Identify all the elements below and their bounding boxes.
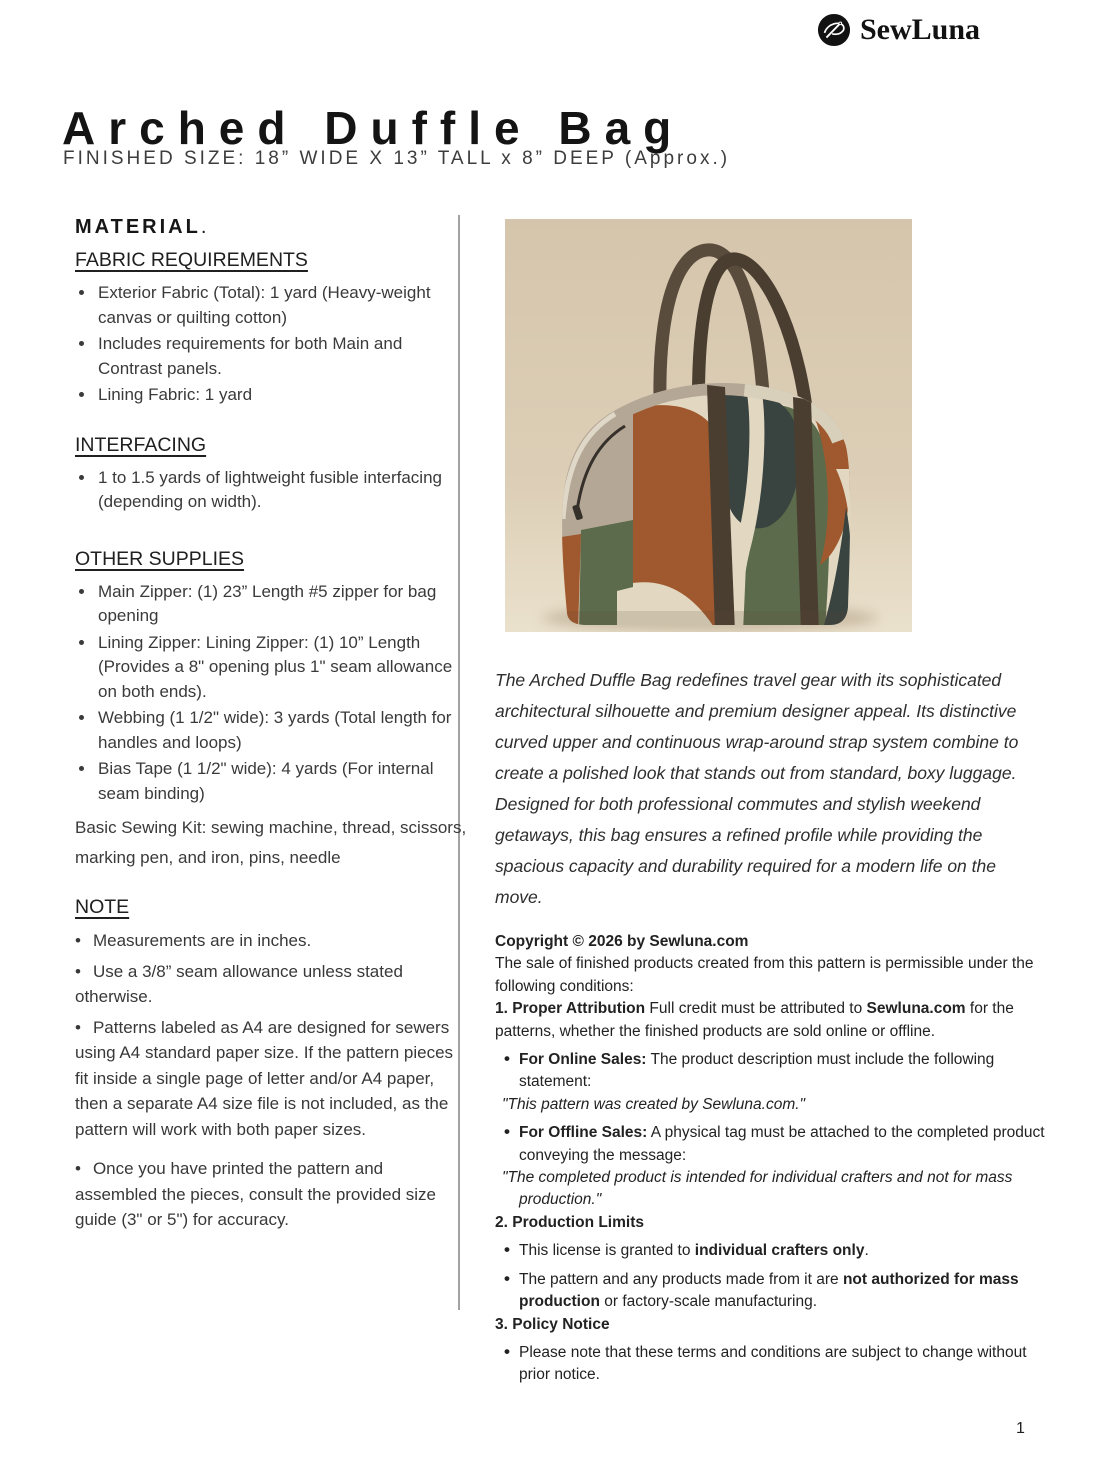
page-number: 1	[1016, 1420, 1025, 1437]
list-item: • Lining Zipper: Lining Zipper: (1) 10” Length (Provides a 8" opening plus 1" seam allowance on both ends).	[96, 631, 467, 705]
other-supplies-list	[75, 580, 467, 807]
page-title: Arched Duffle Bag	[62, 101, 685, 154]
other-supplies-heading: OTHER SUPPLIES	[75, 547, 245, 570]
copyright-text: 1. Proper Attribution Full credit must be attributed to Sewluna.com for the patterns, whether the finished products are sold online or offline.	[495, 1000, 1014, 1040]
duffle-bag-illustration	[505, 219, 912, 632]
note-item: • Once you have printed the pattern and assembled the pieces, consult the provided size guide (3" or 5") for accuracy.	[75, 1159, 436, 1229]
copyright-quote: "This pattern was created by Sewluna.com."	[502, 1095, 806, 1113]
basic-sewing-kit-text: Basic Sewing Kit: sewing machine, thread, scissors, marking pen, and iron, pins, needle	[75, 818, 467, 867]
copyright-bullet: • The pattern and any products made from it are not authorized for mass production or factory-scale manufacturing.	[495, 1269, 1058, 1314]
duffle-bag-photo	[505, 219, 912, 632]
interfacing-list	[75, 466, 467, 515]
copyright-quote: "The completed product is intended for individual crafters and not for mass production."	[502, 1169, 1013, 1209]
needle-thread-icon	[817, 13, 851, 47]
bullet-marker: •	[75, 1159, 81, 1178]
fabric-requirements-heading: FABRIC REQUIREMENTS	[75, 249, 308, 271]
copyright-section-heading: 2. Production Limits	[495, 1213, 644, 1231]
copyright-section-heading: 3. Policy Notice	[495, 1315, 610, 1333]
list-item: • Bias Tape (1 1/2" wide): 4 yards (For internal seam binding)	[96, 757, 467, 806]
interfacing-heading: INTERFACING	[75, 433, 207, 456]
finished-size-subtitle: FINISHED SIZE: 18” WIDE X 13” TALL x 8” DEEP (Approx.)	[63, 148, 731, 169]
list-item: • Main Zipper: (1) 23” Length #5 zipper for bag opening	[96, 580, 467, 629]
copyright-bullet: • This license is granted to individual crafters only.	[495, 1240, 1058, 1262]
bullet-marker: •	[75, 1017, 81, 1037]
list-item: • Exterior Fabric (Total): 1 yard (Heavy-weight canvas or quilting cotton)	[96, 281, 467, 330]
note-heading: NOTE	[75, 896, 130, 918]
bullet-marker: •	[75, 931, 81, 950]
note-item: • Use a 3/8” seam allowance unless stated otherwise.	[75, 961, 403, 1006]
list-item: • Webbing (1 1/2" wide): 3 yards (Total length for handles and loops)	[96, 706, 467, 755]
copyright-bullet: • For Online Sales: The product description must include the following statement:	[495, 1049, 1058, 1094]
list-item: • Includes requirements for both Main and Contrast panels.	[96, 332, 467, 381]
copyright-bullet: • Please note that these terms and conditions are subject to change without prior notice.	[495, 1342, 1058, 1387]
list-item: • Lining Fabric: 1 yard	[96, 383, 467, 408]
copyright-heading: Copyright © 2026 by Sewluna.com	[495, 933, 749, 950]
brand-name: SewLuna	[860, 13, 981, 46]
brand-logo	[817, 13, 980, 47]
note-item: • Patterns labeled as A4 are designed for sewers using A4 standard paper size. If the pattern pieces fit inside a single page of letter and/or A4 paper, then a separate A4 size file is not included, as the pattern will work with both paper sizes.	[75, 1017, 454, 1139]
material-heading: MATERIAL.	[75, 216, 207, 238]
bullet-marker: •	[75, 961, 81, 981]
materials-column	[75, 212, 467, 1238]
note-item: • Measurements are in inches.	[75, 931, 312, 950]
copyright-bullet: • For Offline Sales: A physical tag must be attached to the completed product conveying the message:	[495, 1122, 1058, 1167]
copyright-text: The sale of finished products created from this pattern is permissible under the following conditions:	[495, 955, 1034, 995]
copyright-block	[495, 931, 1058, 1387]
fabric-requirements-list	[75, 281, 467, 408]
list-item: • 1 to 1.5 yards of lightweight fusible interfacing (depending on width).	[96, 466, 467, 515]
product-description: The Arched Duffle Bag redefines travel gear with its sophisticated architectural silhouette and premium designer appeal. Its distinctive curved upper and continuous wrap-around strap system combine to create a polished look that stands out from standard, boxy luggage. Designed for both professional commutes and stylish weekend getaways, this bag ensures a refined profile while providing the spacious capacity and durability required for a modern life on the move.	[495, 669, 1019, 907]
